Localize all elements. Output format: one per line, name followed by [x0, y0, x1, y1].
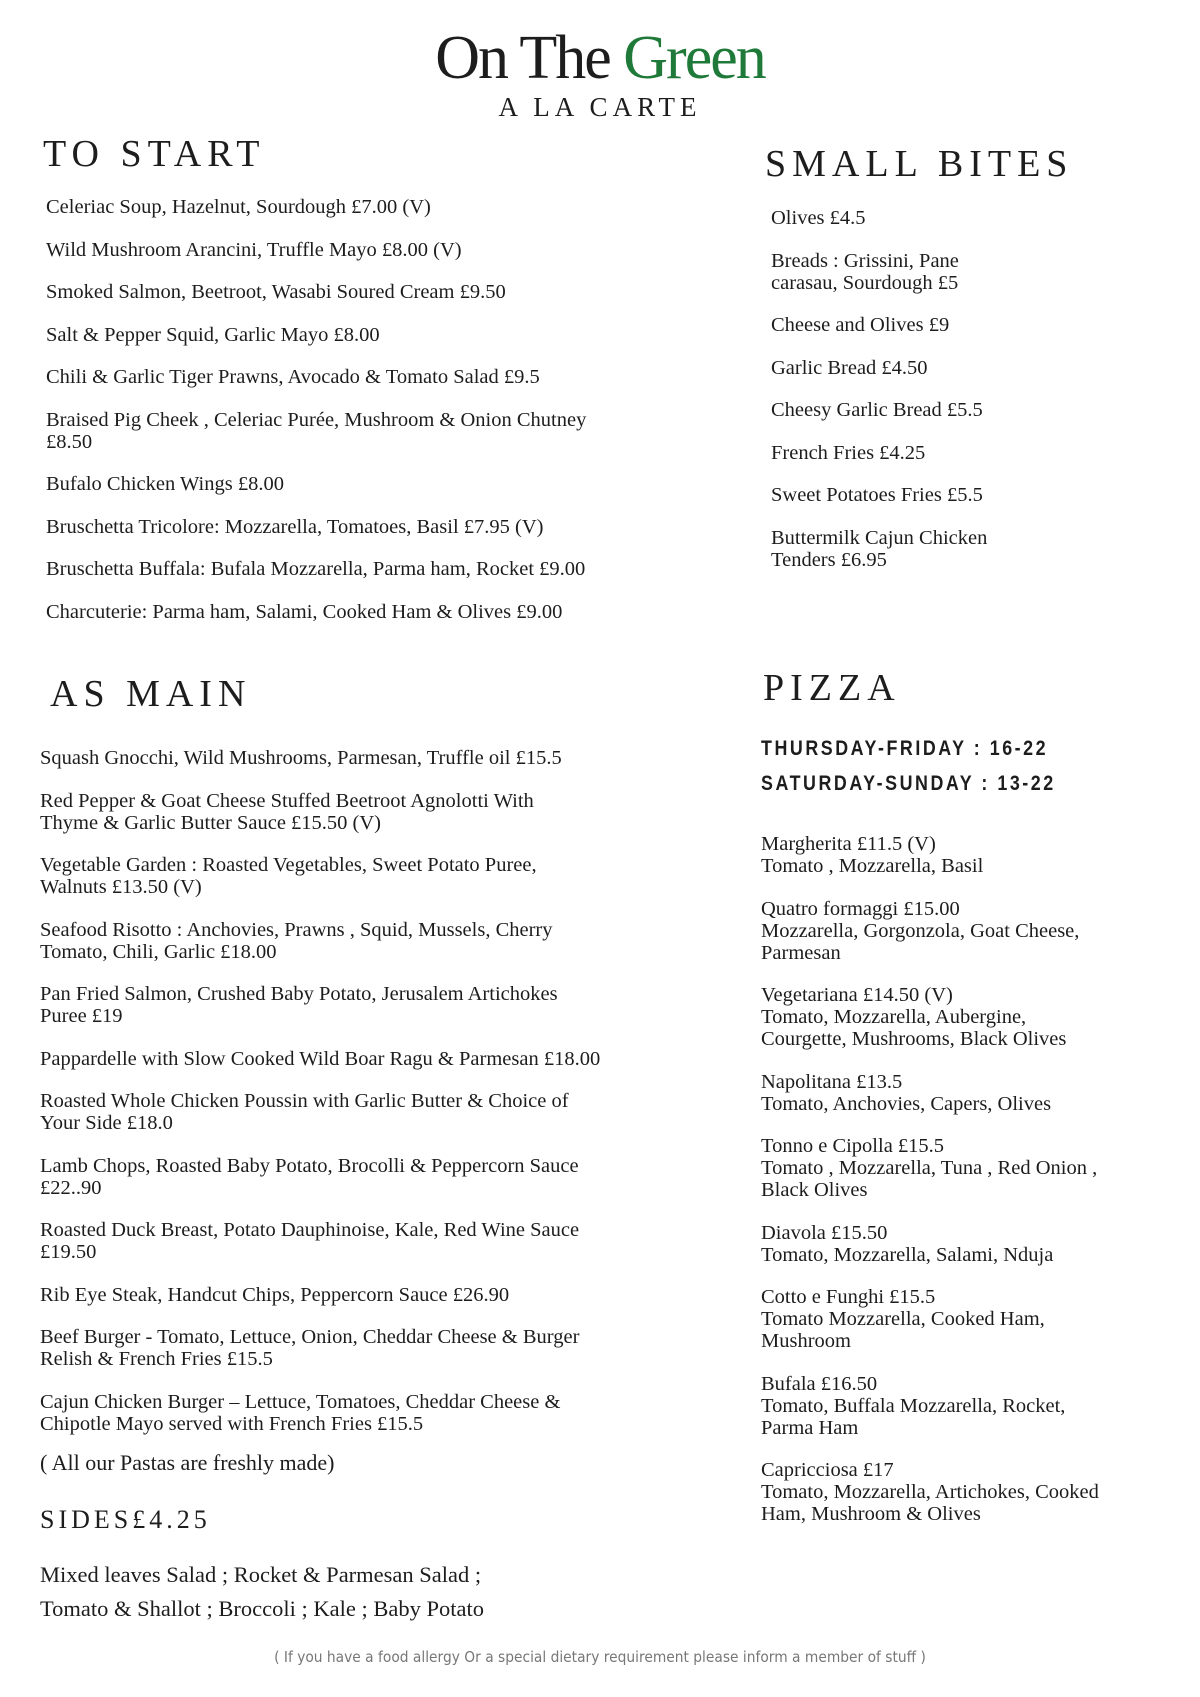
menu-item: [40, 1155, 690, 1199]
heading-as-main: AS MAIN: [50, 673, 252, 715]
menu-item: [761, 1135, 1181, 1201]
menu-item-description: Tomato, Anchovies, Capers, Olives: [761, 1092, 1052, 1115]
menu-item-line: Smoked Salmon, Beetroot, Wasabi Soured Cream £9.50: [46, 281, 506, 303]
restaurant-logo: [0, 22, 1200, 94]
menu-item-description: Parmesan: [761, 941, 841, 964]
sides-line: Mixed leaves Salad ; Rocket & Parmesan Salad ;: [40, 1562, 482, 1587]
menu-item-line: Napolitana £13.5: [761, 1070, 903, 1093]
heading-pizza: PIZZA: [763, 667, 901, 709]
menu-item-description: Your Side £18.0: [40, 1112, 173, 1134]
heading-small-bites: SMALL BITES: [765, 143, 1074, 185]
menu-item-line: Beef Burger - Tomato, Lettuce, Onion, Cheddar Cheese & Burger: [40, 1326, 580, 1348]
logo-text-green: Green: [623, 24, 765, 92]
menu-item-description: Parma Ham: [761, 1416, 859, 1439]
menu-item-line: Charcuterie: Parma ham, Salami, Cooked Ham & Olives £9.00: [46, 600, 563, 623]
menu-item: [771, 484, 1171, 506]
menu-item-line: Cheesy Garlic Bread £5.5: [771, 399, 983, 421]
menu-item: [761, 1222, 1181, 1266]
menu-item: [40, 790, 690, 834]
menu-item-description: £19.50: [40, 1241, 97, 1263]
menu-item-description: Tomato Mozzarella, Cooked Ham,: [761, 1308, 1045, 1330]
small-bites-list: [771, 207, 1171, 591]
menu-item-description: Tomato , Mozzarella, Tuna , Red Onion ,: [761, 1157, 1098, 1179]
menu-item-description: Tomato, Chili, Garlic £18.00: [40, 940, 277, 963]
menu-item-description: Tenders £6.95: [771, 548, 887, 571]
menu-item-line: French Fries £4.25: [771, 441, 926, 464]
menu-item-line: Braised Pig Cheek , Celeriac Purée, Mushroom & Onion Chutney: [46, 408, 587, 431]
menu-item-line: Squash Gnocchi, Wild Mushrooms, Parmesan, Truffle oil £15.5: [40, 747, 562, 769]
menu-item-line: Cheese and Olives £9: [771, 314, 950, 336]
menu-item: [761, 1286, 1181, 1352]
menu-item-description: Tomato, Mozzarella, Aubergine,: [761, 1006, 1027, 1028]
pizza-schedule: [761, 731, 1108, 801]
menu-item-line: Sweet Potatoes Fries £5.5: [771, 484, 983, 506]
menu-item-line: Margherita £11.5 (V): [761, 833, 936, 855]
menu-item-description: Tomato, Mozzarella, Artichokes, Cooked: [761, 1481, 1099, 1503]
menu-item-line: Seafood Risotto : Anchovies, Prawns , Squid, Mussels, Cherry: [40, 918, 553, 941]
menu-item: [46, 601, 696, 623]
menu-item: [40, 747, 690, 769]
menu-item: [40, 1048, 690, 1070]
menu-item-line: Capricciosa £17: [761, 1459, 894, 1481]
menu-item-description: Mushroom: [761, 1330, 851, 1352]
menu-item: [771, 399, 1171, 421]
menu-item-description: £8.50: [46, 430, 93, 453]
menu-item-description: Thyme & Garlic Butter Sauce £15.50 (V): [40, 811, 382, 834]
pasta-note: ( All our Pastas are freshly made): [40, 1450, 335, 1475]
menu-item-description: Black Olives: [761, 1179, 868, 1201]
menu-item-description: Chipotle Mayo served with French Fries £15.5: [40, 1412, 424, 1435]
menu-item: [40, 1284, 690, 1306]
menu-item: [761, 833, 1181, 877]
menu-item: [40, 983, 690, 1027]
menu-item: [40, 919, 690, 963]
menu-item-description: Mozzarella, Gorgonzola, Goat Cheese,: [761, 919, 1080, 942]
menu-item-description: Tomato, Mozzarella, Salami, Nduja: [761, 1243, 1054, 1266]
menu-item-description: carasau, Sourdough £5: [771, 271, 959, 294]
heading-to-start: TO START: [43, 133, 266, 175]
menu-item: [46, 324, 696, 346]
menu-item-line: Bruschetta Buffala: Bufala Mozzarella, Parma ham, Rocket £9.00: [46, 558, 586, 580]
menu-item: [761, 984, 1181, 1050]
menu-item: [40, 1090, 690, 1134]
menu-item-line: Cajun Chicken Burger – Lettuce, Tomatoes, Cheddar Cheese &: [40, 1390, 561, 1413]
menu-item: [46, 196, 696, 218]
menu-item-line: Breads : Grissini, Pane: [771, 249, 959, 272]
pizza-list: [761, 833, 1181, 1546]
menu-item: [46, 366, 696, 388]
menu-item-line: Roasted Duck Breast, Potato Dauphinoise, Kale, Red Wine Sauce: [40, 1219, 580, 1241]
menu-item: [46, 239, 696, 261]
menu-item-line: Vegetable Garden : Roasted Vegetables, Sweet Potato Puree,: [40, 854, 537, 876]
menu-item-description: Tomato, Buffala Mozzarella, Rocket,: [761, 1394, 1066, 1417]
menu-item-description: Tomato , Mozzarella, Basil: [761, 855, 984, 877]
menu-item: [46, 558, 696, 580]
menu-subtitle: A LA CARTE: [498, 92, 702, 122]
menu-item-description: £22..90: [40, 1176, 102, 1199]
menu-item-line: Salt & Pepper Squid, Garlic Mayo £8.00: [46, 323, 380, 346]
menu-item-description: Ham, Mushroom & Olives: [761, 1503, 981, 1525]
menu-item-line: Buttermilk Cajun Chicken: [771, 526, 988, 549]
menu-item: [761, 1071, 1181, 1115]
menu-item-line: Olives £4.5: [771, 207, 866, 229]
heading-sides: SIDES£4.25: [40, 1505, 211, 1534]
menu-item-line: Vegetariana £14.50 (V): [761, 984, 953, 1006]
menu-item: [40, 1391, 690, 1435]
menu-item: [771, 357, 1171, 379]
menu-item-line: Tonno e Cipolla £15.5: [761, 1135, 945, 1157]
logo-text-dark: On The: [435, 24, 624, 92]
menu-item-line: Bruschetta Tricolore: Mozzarella, Tomatoes, Basil £7.95 (V): [46, 515, 544, 538]
menu-item-line: Quatro formaggi £15.00: [761, 897, 960, 920]
menu-item-line: Lamb Chops, Roasted Baby Potato, Brocolli & Peppercorn Sauce: [40, 1154, 579, 1177]
menu-item-description: Relish & French Fries £15.5: [40, 1348, 273, 1370]
menu-item: [771, 314, 1171, 336]
menu-item-description: Walnuts £13.50 (V): [40, 876, 202, 898]
menu-item: [40, 1326, 690, 1370]
to-start-list: [46, 196, 696, 643]
menu-item: [761, 1373, 1181, 1439]
sides-list: [40, 1558, 484, 1626]
menu-item-line: Rib Eye Steak, Handcut Chips, Peppercorn Sauce £26.90: [40, 1283, 510, 1306]
menu-item: [46, 409, 696, 453]
menu-item-line: Pan Fried Salmon, Crushed Baby Potato, Jerusalem Artichokes: [40, 983, 558, 1005]
menu-item-description: Puree £19: [40, 1005, 123, 1027]
menu-item-line: Roasted Whole Chicken Poussin with Garlic Butter & Choice of: [40, 1090, 569, 1112]
sides-line: Tomato & Shallot ; Broccoli ; Kale ; Baby Potato: [40, 1596, 484, 1621]
menu-item: [771, 527, 1171, 571]
menu-item-description: Courgette, Mushrooms, Black Olives: [761, 1028, 1067, 1050]
menu-item-line: Wild Mushroom Arancini, Truffle Mayo £8.00 (V): [46, 238, 462, 261]
menu-item: [46, 473, 696, 495]
menu-item: [761, 1459, 1181, 1525]
schedule-thu-fri: THURSDAY-FRIDAY : 16-22: [761, 737, 1049, 760]
menu-item: [46, 281, 696, 303]
menu-item-line: Red Pepper & Goat Cheese Stuffed Beetroot Agnolotti With: [40, 789, 534, 812]
menu-item-line: Garlic Bread £4.50: [771, 356, 928, 379]
menu-item: [771, 442, 1171, 464]
menu-item: [771, 250, 1171, 294]
menu-item-line: Pappardelle with Slow Cooked Wild Boar Ragu & Parmesan £18.00: [40, 1047, 601, 1070]
schedule-sat-sun: SATURDAY-SUNDAY : 13-22: [761, 772, 1056, 795]
menu-item: [771, 207, 1171, 229]
menu-item-line: Bufalo Chicken Wings £8.00: [46, 473, 284, 495]
menu-item: [46, 516, 696, 538]
as-main-list: [40, 747, 690, 1455]
menu-item-line: Celeriac Soup, Hazelnut, Sourdough £7.00 (V): [46, 196, 431, 218]
menu-item: [40, 854, 690, 898]
menu-item-line: Bufala £16.50: [761, 1372, 878, 1395]
menu-item-line: Chili & Garlic Tiger Prawns, Avocado & Tomato Salad £9.5: [46, 366, 540, 388]
allergy-footer: ( If you have a food allergy Or a special dietary requirement please inform a member of stuff ): [274, 1648, 926, 1666]
menu-item-line: Diavola £15.50: [761, 1221, 888, 1244]
menu-item: [40, 1219, 690, 1263]
menu-item-line: Cotto e Funghi £15.5: [761, 1286, 936, 1308]
menu-item: [761, 898, 1181, 964]
